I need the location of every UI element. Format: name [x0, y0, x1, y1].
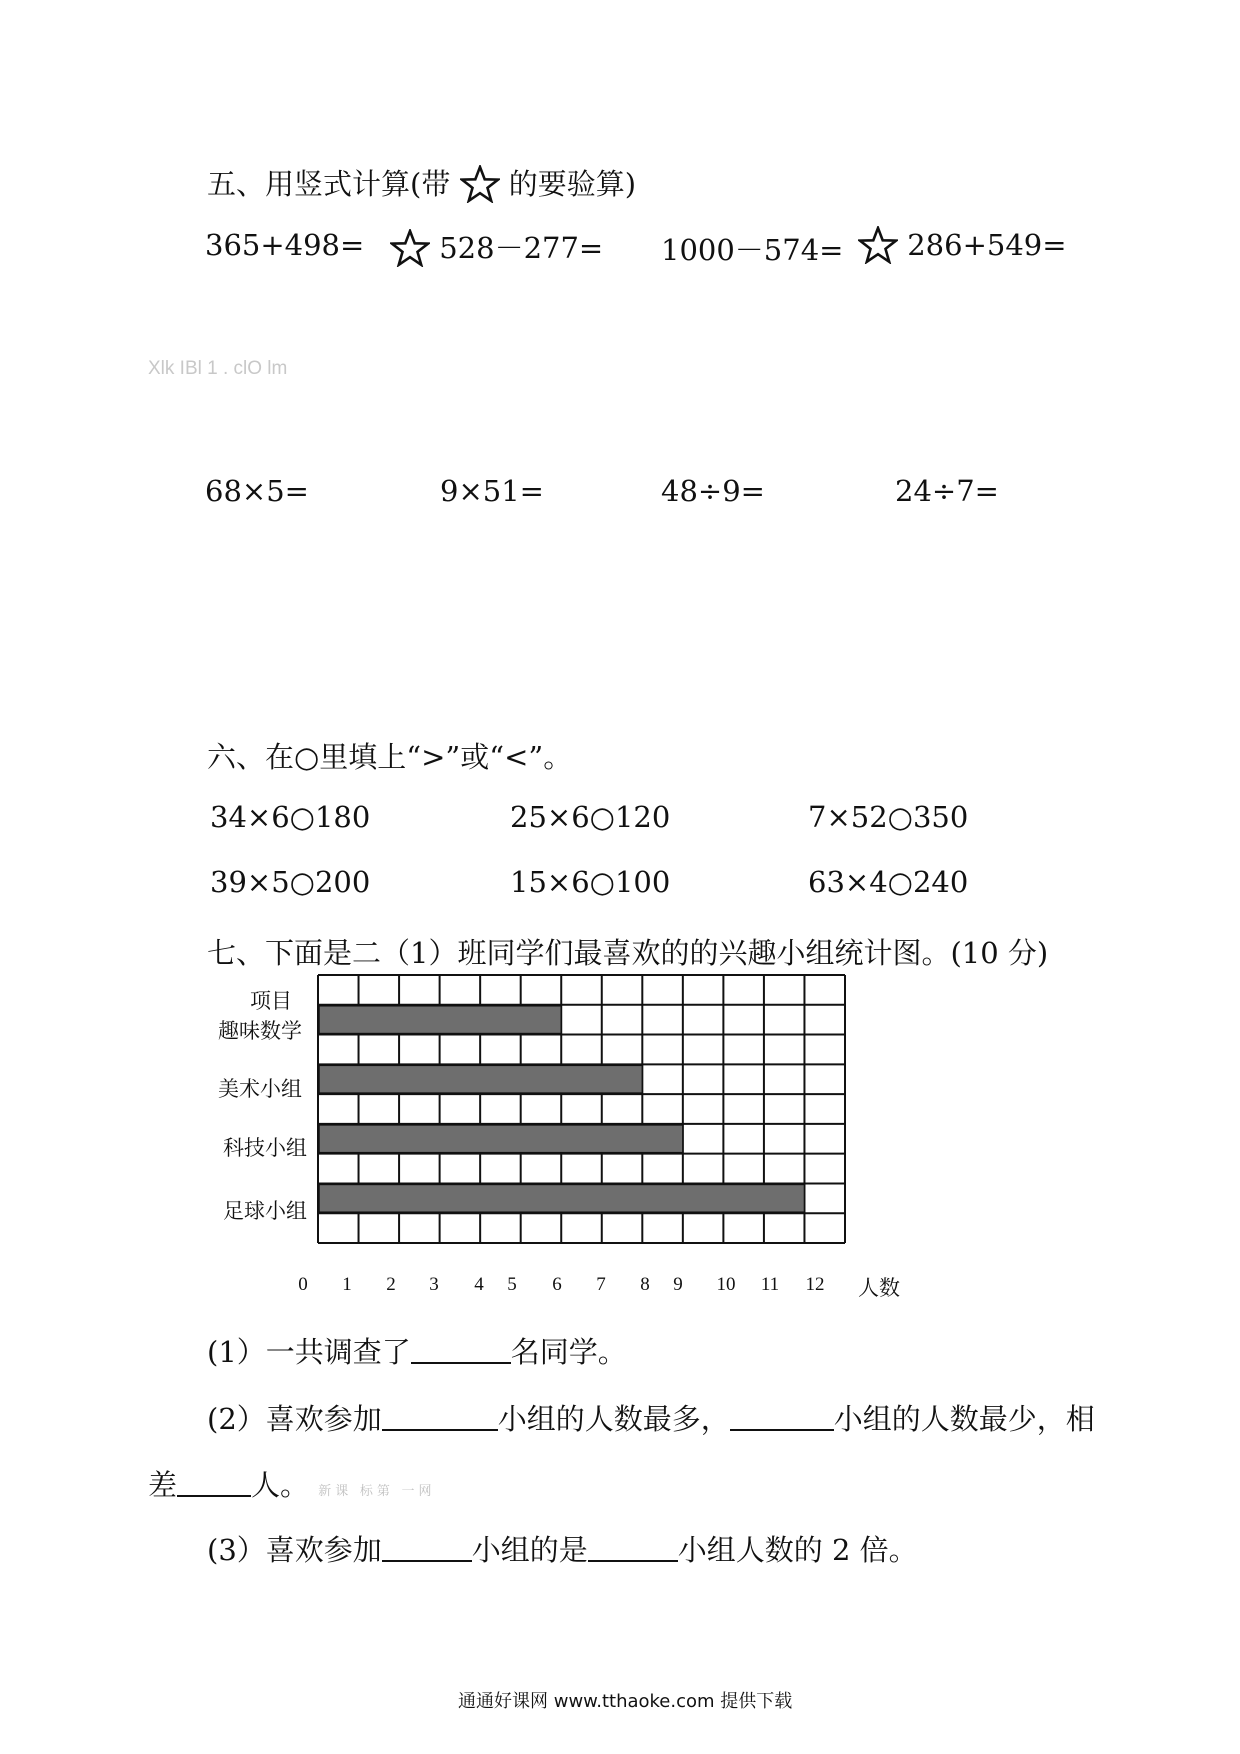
question-2-cont: 差 人。 新课 标第 一网: [148, 1468, 436, 1502]
question-3: (3）喜欢参加 小组的是 小组人数的 2 倍。: [207, 1533, 918, 1567]
expr-5-3: 1000－574=: [661, 233, 844, 267]
faint-watermark: Xlk IBl 1 . clO lm: [148, 358, 288, 379]
compare-4: 39×5○200: [210, 865, 371, 899]
expr-5-5: 68×5=: [205, 474, 309, 508]
answer-blank[interactable]: [382, 1405, 498, 1431]
x-tick-label: 7: [596, 1274, 606, 1295]
answer-blank[interactable]: [411, 1338, 511, 1364]
compare-2: 25×6○120: [510, 800, 671, 834]
small-watermark: 新课 标第 一网: [318, 1483, 436, 1498]
answer-blank[interactable]: [730, 1405, 834, 1431]
compare-1: 34×6○180: [210, 800, 371, 834]
expr-5-1: 365+498=: [205, 228, 365, 262]
answer-blank[interactable]: [588, 1536, 678, 1562]
bar-2: [319, 1065, 642, 1093]
bar-1: [319, 1006, 561, 1034]
section5-title-post: 的要验算): [508, 167, 637, 201]
question-2: (2）喜欢参加 小组的人数最多， 小组的人数最少，相: [207, 1402, 1095, 1436]
x-tick-label: 8: [640, 1274, 650, 1295]
bar-3: [319, 1125, 683, 1153]
chart-xlabel: 人数: [858, 1276, 900, 1300]
compare-6: 63×4○240: [808, 865, 969, 899]
bar-4: [319, 1184, 804, 1212]
x-tick-label: 2: [386, 1274, 396, 1295]
category-label: 科技小组: [223, 1136, 307, 1160]
expr-5-8: 24÷7=: [895, 474, 999, 508]
category-label: 美术小组: [218, 1077, 302, 1101]
answer-blank[interactable]: [382, 1536, 472, 1562]
compare-5: 15×6○100: [510, 865, 671, 899]
x-tick-label: 5: [507, 1274, 517, 1295]
answer-blank[interactable]: [177, 1471, 251, 1497]
x-tick-label: 10: [716, 1274, 736, 1295]
x-tick-label: 12: [805, 1274, 825, 1295]
section6-title: 六、在○里填上“>”或“<”。: [207, 740, 573, 774]
x-tick-label: 9: [673, 1274, 683, 1295]
section5-title-pre: 五、用竖式计算(带: [207, 167, 451, 201]
chart-ylabel: 项目: [250, 989, 292, 1013]
question-1: (1）一共调查了 名同学。: [207, 1335, 627, 1369]
x-tick-label: 11: [760, 1274, 780, 1295]
footer: 通通好课网 www.tthaoke.com 提供下载: [458, 1691, 793, 1712]
category-label: 足球小组: [223, 1199, 307, 1223]
expr-5-7: 48÷9=: [661, 474, 765, 508]
x-tick-label: 4: [474, 1274, 484, 1295]
x-tick-label: 0: [298, 1274, 308, 1295]
x-tick-label: 3: [429, 1274, 439, 1295]
x-tick-label: 1: [342, 1274, 352, 1295]
compare-3: 7×52○350: [808, 800, 969, 834]
category-label: 趣味数学: [218, 1019, 302, 1043]
expr-5-4: 286+549=: [858, 226, 1067, 271]
expr-5-6: 9×51=: [440, 474, 544, 508]
expr-5-2: 528－277=: [390, 226, 603, 274]
section7-title: 七、下面是二（1）班同学们最喜欢的的兴趣小组统计图。(10 分): [207, 936, 1049, 970]
x-tick-label: 6: [552, 1274, 562, 1295]
